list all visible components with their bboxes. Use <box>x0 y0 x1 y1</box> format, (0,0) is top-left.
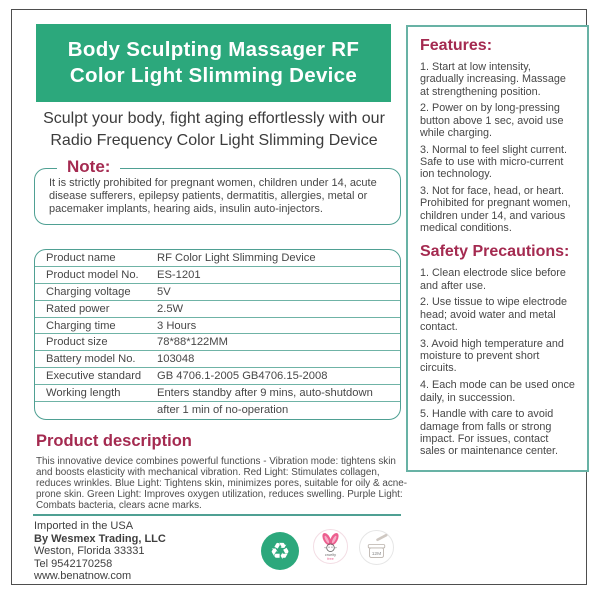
table-row <box>35 317 400 334</box>
list-item: 3. Avoid high temperature and moisture to prevent short circuits. <box>420 337 564 375</box>
table-row <box>35 266 400 283</box>
spec-value: 3 Hours <box>157 319 197 332</box>
safety-precautions-title: Safety Precautions: <box>420 243 570 261</box>
importer-address: Weston, Florida 33331 <box>34 545 145 557</box>
table-row <box>35 250 400 266</box>
table-row <box>35 283 400 300</box>
spec-label: Product model No. <box>46 268 139 281</box>
note-text: It is strictly prohibited for pregnant women, children under 14, acute disease sufferers, epilepsy patients, dermatitis, allergies, metal or pacemaker implants, hearing aids, insulin auto-injectors. <box>49 177 377 215</box>
recycle-icon <box>261 532 299 570</box>
table-row <box>35 367 400 384</box>
spec-value: 103048 <box>157 353 195 366</box>
table-row <box>35 401 400 418</box>
cruelty-free-icon <box>313 529 348 564</box>
list-item: 2. Power on by long-pressing button above 1 sec, avoid use while charging. <box>420 102 564 139</box>
spec-value: ES-1201 <box>157 268 201 281</box>
svg-text:12M: 12M <box>371 551 382 557</box>
list-item: 5. Handle with care to avoid damage from falls or strong impact. For issues, contact sales or maintenance center. <box>420 408 559 458</box>
spec-label: Charging time <box>46 319 116 332</box>
svg-text:cruelty: cruelty <box>324 552 337 557</box>
spec-label: Charging voltage <box>46 285 131 298</box>
spec-label: Working length <box>46 387 121 400</box>
features-safety-panel <box>406 25 589 472</box>
importer-info <box>34 520 166 583</box>
footer-divider <box>33 514 401 516</box>
period-after-opening-12m-icon <box>359 530 394 565</box>
page-title-line1: Body Sculpting Massager RF <box>67 38 360 61</box>
spec-label: Rated power <box>46 302 110 315</box>
table-row <box>35 350 400 367</box>
safety-list <box>420 267 576 457</box>
tagline-line2: Radio Frequency Color Light Slimming Device <box>50 131 378 149</box>
importer-phone: Tel 9542170258 <box>34 557 113 570</box>
spec-label: Battery model No. <box>46 353 136 366</box>
list-item: 1. Clean electrode slice before and after use. <box>420 267 566 292</box>
list-item: 3. Not for face, head, or heart. Prohibited for pregnant women, children under 14, and various medical conditions. <box>420 185 571 235</box>
tagline <box>20 108 408 151</box>
product-description-title: Product description <box>36 432 192 450</box>
spec-value: GB 4706.1-2005 GB4706.15-2008 <box>157 370 328 383</box>
spec-value: 5V <box>157 285 171 298</box>
imported-line: Imported in the USA <box>34 520 134 532</box>
list-item: 3. Normal to feel slight current. Safe to use with micro-current ion technology. <box>420 143 568 181</box>
spec-label: Product size <box>46 336 108 349</box>
spec-value: after 1 min of no-operation <box>157 403 289 416</box>
features-list <box>420 61 576 234</box>
note-box <box>34 157 401 225</box>
table-row <box>35 300 400 317</box>
table-row <box>35 384 400 401</box>
spec-value: 2.5W <box>157 302 184 315</box>
note-title: Note: <box>57 157 120 177</box>
spec-value: 78*88*122MM <box>157 336 228 349</box>
svg-text:free: free <box>327 557 334 562</box>
product-description-text: This innovative device combines powerful functions - Vibration mode: tightens skin and boosts elasticity with mechanical vibration. Red Light: Stimulates collagen, reduces wrinkles. Blue Light: Tightens skin, minimizes pores, suitable for oily & acne-prone skin. Green Light: Improves oxygen utilization, reduces swelling. Purple Light: Combats bacteria, clears acne marks. <box>36 456 408 511</box>
spec-label: Product name <box>46 251 116 264</box>
spec-table <box>34 249 401 420</box>
list-item: 4. Each mode can be used once daily, in succession. <box>420 379 575 404</box>
spec-label: Executive standard <box>46 370 142 383</box>
features-title: Features: <box>420 37 493 54</box>
spec-value: RF Color Light Slimming Device <box>157 251 316 264</box>
tagline-line1: Sculpt your body, fight aging effortlessly with our <box>43 110 385 127</box>
spec-value: Enters standby after 9 mins, auto-shutdown <box>157 387 373 400</box>
cruelty-free-bunny-graphic <box>314 530 347 563</box>
pao-jar-graphic <box>360 531 393 564</box>
label-frame <box>11 9 587 585</box>
list-item: 2. Use tissue to wipe electrode head; avoid water and metal contact. <box>420 296 568 334</box>
list-item: 1. Start at low intensity, gradually increasing. Massage at strengthening position. <box>420 61 566 98</box>
title-banner <box>36 24 391 102</box>
importer-website: www.benatnow.com <box>34 570 132 582</box>
page-title-line2: Color Light Slimming Device <box>69 64 358 87</box>
importer-name: By Wesmex Trading, LLC <box>34 532 166 545</box>
table-row <box>35 333 400 350</box>
recycle-glyph: ♻ <box>269 537 291 564</box>
